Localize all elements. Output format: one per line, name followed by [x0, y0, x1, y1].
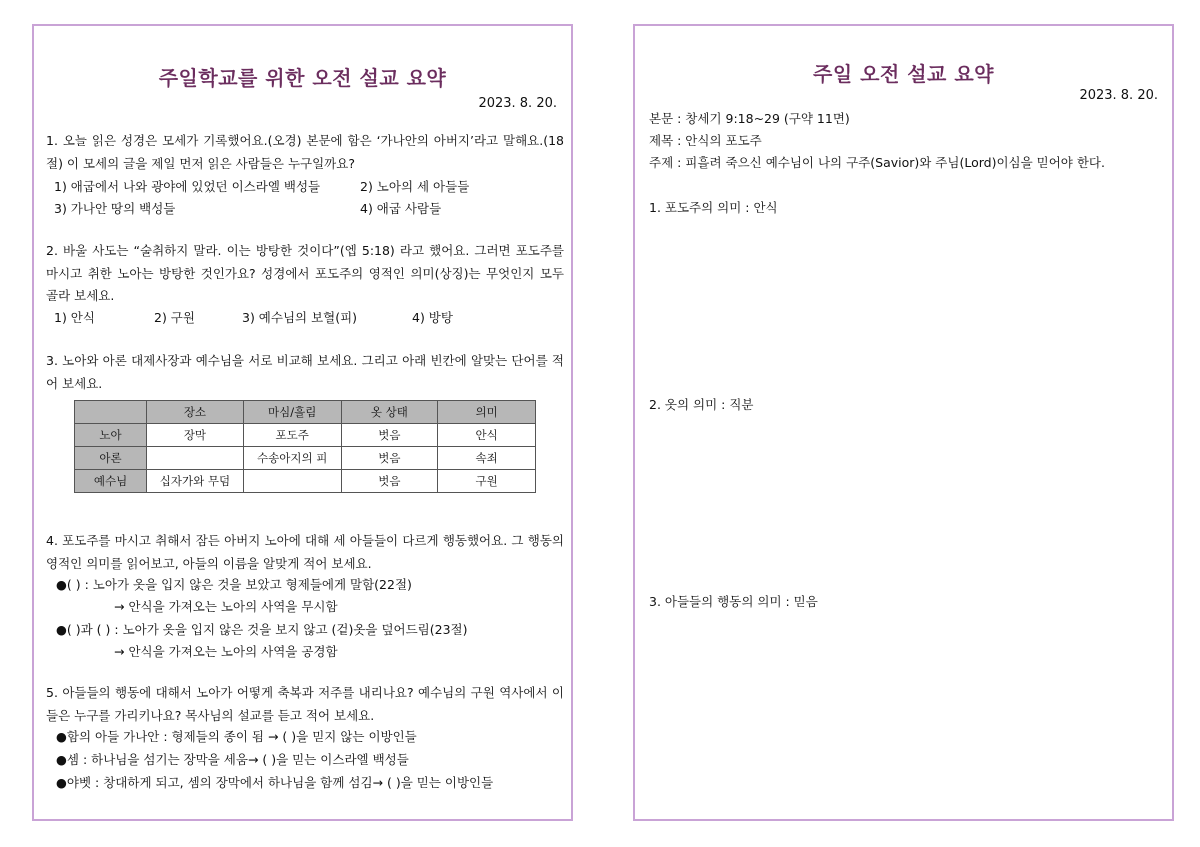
- sermon-subject: 제목 : 안식의 포도주: [649, 133, 762, 148]
- q1-option-3: 3) 가나안 땅의 백성들: [54, 201, 176, 216]
- table-row-header: 아론: [75, 447, 147, 470]
- table-blank-cell[interactable]: [147, 447, 244, 470]
- table-cell: 포도주: [243, 424, 341, 447]
- table-cell: 벗음: [341, 424, 438, 447]
- right-page-title: 주일 오전 설교 요약: [813, 62, 994, 86]
- sermon-theme: 주제 : 피흘려 죽으신 예수님이 나의 구주(Savior)와 주님(Lord)이심을 믿어야 한다.: [649, 155, 1105, 170]
- q4-bullet-2: ●( )과 ( ) : 노아가 옷을 입지 않은 것을 보지 않고 (겉)옷을 덮어드림(23절): [56, 622, 468, 637]
- left-worksheet-page: [32, 24, 573, 821]
- question-4-text: 4. 포도주를 마시고 취해서 잠든 아버지 노아에 대해 세 아들들이 다르게 행동했어요. 그 행동의 영적인 의미를 읽어보고, 아들의 이름을 알맞게 적어 보세요.: [46, 533, 564, 571]
- q1-option-4: 4) 애굽 사람들: [360, 201, 442, 216]
- question-3-text: 3. 노아와 아론 대제사장과 예수님을 서로 비교해 보세요. 그리고 아래 빈칸에 알맞는 단어를 적어 보세요.: [46, 353, 564, 391]
- q2-option-2: 2) 구원: [154, 310, 195, 325]
- question-1-text: 1. 오늘 읽은 성경은 모세가 기록했어요.(오경) 본문에 함은 ‘가나안의 아버지’라고 말해요.(18절) 이 모세의 글을 제일 먼저 읽은 사람들은 누구일까요?: [46, 133, 564, 171]
- sermon-passage: 본문 : 창세기 9:18~29 (구약 11면): [649, 111, 850, 126]
- table-cell: 십자가와 무덤: [147, 470, 244, 493]
- table-header-cell: 마심/흘림: [243, 401, 341, 424]
- table-row: [75, 470, 536, 493]
- table-cell: 수송아지의 피: [243, 447, 341, 470]
- table-cell: 구원: [438, 470, 536, 493]
- left-page-title: 주일학교를 위한 오전 설교 요약: [158, 66, 447, 90]
- left-page-date: 2023. 8. 20.: [478, 96, 557, 111]
- table-cell: 속죄: [438, 447, 536, 470]
- q5-bullet-ham: ●함의 아들 가나안 : 형제들의 종이 됨 → ( )을 믿지 않는 이방인들: [56, 729, 417, 744]
- q1-option-2: 2) 노아의 세 아들들: [360, 179, 470, 194]
- table-header-row: [75, 401, 536, 424]
- question-2-text: 2. 바울 사도는 “술취하지 말라. 이는 방탕한 것이다”(엡 5:18) 라고 했어요. 그러면 포도주를 마시고 취한 노아는 방탕한 것인가요? 성경에서 포도주의 영적인 의미(상징)는 무엇인지 모두 골라 보세요.: [46, 243, 564, 303]
- table-header-cell: 장소: [147, 401, 244, 424]
- table-row: [75, 447, 536, 470]
- sermon-point-3: 3. 아들들의 행동의 의미 : 믿음: [649, 594, 818, 609]
- comparison-table: [74, 400, 536, 493]
- right-sermon-summary-page: [633, 24, 1174, 821]
- table-header-cell: [75, 401, 147, 424]
- q4-bullet-1-note: → 안식을 가져오는 노아의 사역을 무시함: [114, 599, 338, 614]
- table-header-cell: 의미: [438, 401, 536, 424]
- question-5-text: 5. 아들들의 행동에 대해서 노아가 어떻게 축복과 저주를 내리나요? 예수님의 구원 역사에서 이들은 누구를 가리키나요? 목사님의 설교를 듣고 적어 보세요.: [46, 685, 564, 723]
- q1-option-1: 1) 애굽에서 나와 광야에 있었던 이스라엘 백성들: [54, 179, 321, 194]
- q2-option-4: 4) 방탕: [412, 310, 453, 325]
- table-row-header: 노아: [75, 424, 147, 447]
- table-row-header: 예수님: [75, 470, 147, 493]
- right-page-date: 2023. 8. 20.: [1079, 88, 1158, 103]
- q5-bullet-japheth: ●야벳 : 창대하게 되고, 셈의 장막에서 하나님을 함께 섬김→ ( )을 믿는 이방인들: [56, 775, 494, 790]
- table-header-cell: 옷 상태: [341, 401, 438, 424]
- q2-option-1: 1) 안식: [54, 310, 95, 325]
- q2-option-3: 3) 예수님의 보혈(피): [242, 310, 358, 325]
- sermon-point-1: 1. 포도주의 의미 : 안식: [649, 200, 778, 215]
- table-cell: 안식: [438, 424, 536, 447]
- q4-bullet-1: ●( ) : 노아가 옷을 입지 않은 것을 보았고 형제들에게 말함(22절): [56, 577, 412, 592]
- table-cell: 벗음: [341, 447, 438, 470]
- sermon-point-2: 2. 옷의 의미 : 직분: [649, 397, 754, 412]
- q5-bullet-shem: ●셈 : 하나님을 섬기는 장막을 세움→ ( )을 믿는 이스라엘 백성들: [56, 752, 409, 767]
- table-cell: 장막: [147, 424, 244, 447]
- table-blank-cell[interactable]: [243, 470, 341, 493]
- q4-bullet-2-note: → 안식을 가져오는 노아의 사역을 공경함: [114, 644, 338, 659]
- table-row: [75, 424, 536, 447]
- table-cell: 벗음: [341, 470, 438, 493]
